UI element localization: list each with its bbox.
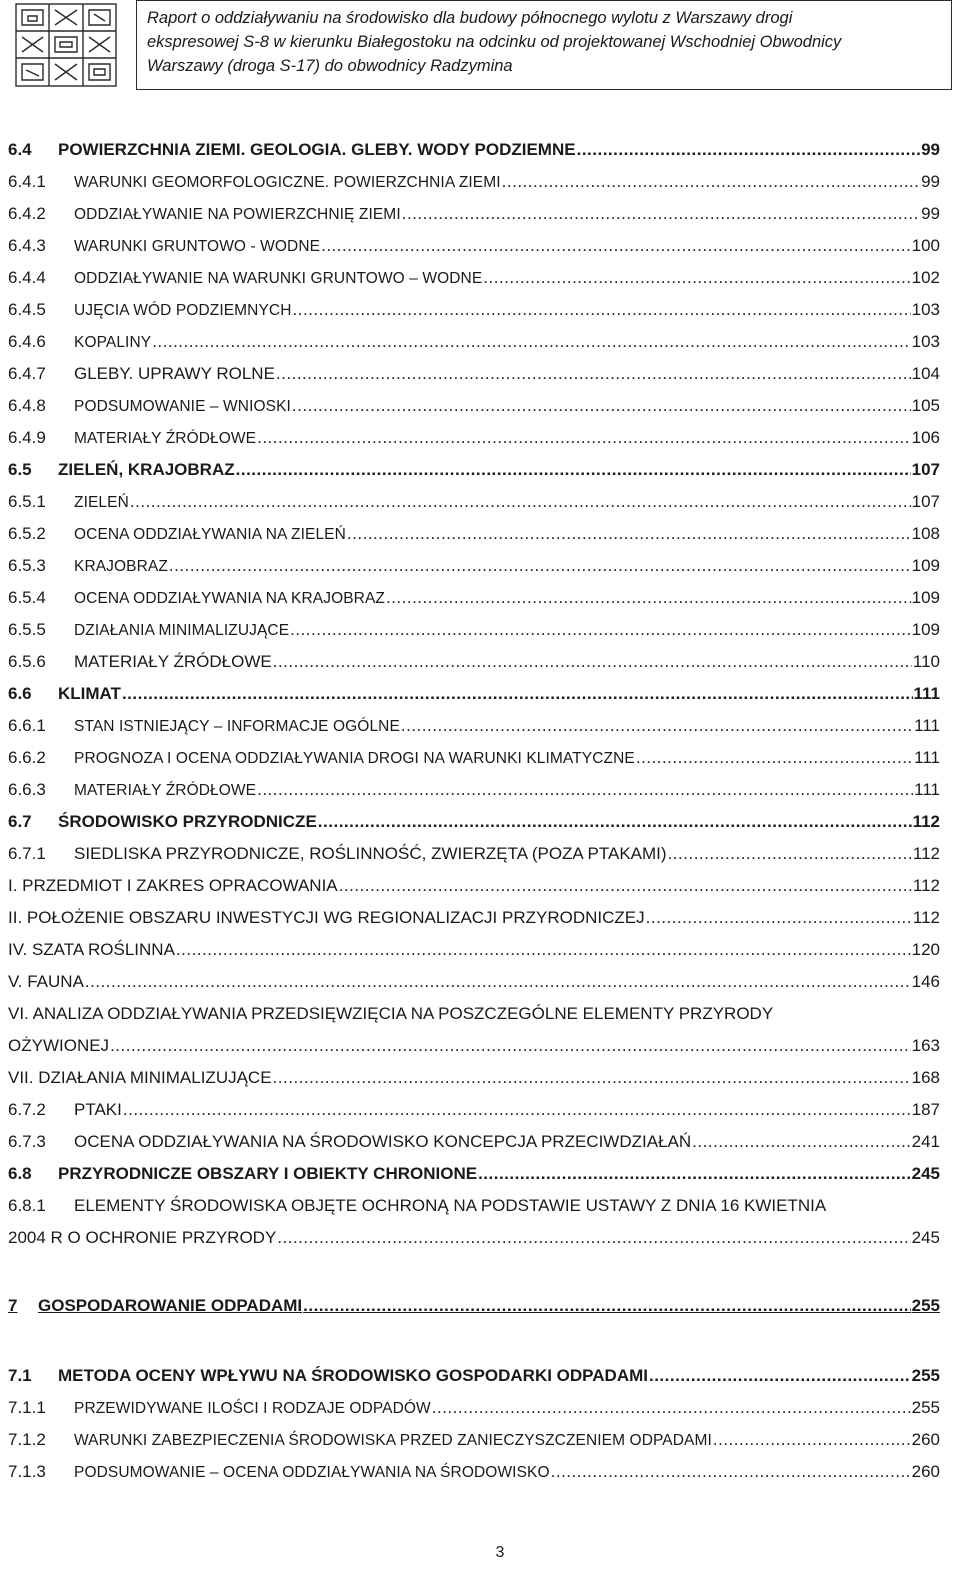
toc-entry-6-4-7[interactable]: 6.4.7 GLEBY. UPRAWY ROLNE ..... 104 — [8, 364, 940, 394]
toc-entry-przedmiot[interactable]: I. PRZEDMIOT I ZAKRES OPRACOWANIA ..... 112 — [8, 876, 940, 906]
toc-entry-6-6[interactable]: 6.6 KLIMAT ..... 111 — [8, 684, 940, 714]
toc-entry-6-4-1[interactable]: 6.4.1 WARUNKI GEOMORFOLOGICZNE. POWIERZCHNIA ZIEMI ..... 99 — [8, 172, 940, 202]
toc-entry-6-4[interactable]: 6.4 POWIERZCHNIA ZIEMI. GEOLOGIA. GLEBY. WODY PODZIEMNE ..... 99 — [8, 140, 940, 170]
toc-entry-7[interactable]: 7 GOSPODAROWANIE ODPADAMI ..... 255 — [8, 1296, 940, 1326]
toc-entry-7-1[interactable]: 7.1 METODA OCENY WPŁYWU NA ŚRODOWISKO GOSPODARKI ODPADAMI ..... 255 — [8, 1366, 940, 1396]
report-title — [136, 0, 952, 90]
toc-entry-fauna[interactable]: V. FAUNA ..... 146 — [8, 972, 940, 1002]
page-header — [8, 0, 952, 92]
toc-entry-szata-roslinna[interactable]: IV. SZATA ROŚLINNA ..... 120 — [8, 940, 940, 970]
toc-entry-7-1-3[interactable]: 7.1.3 PODSUMOWANIE – OCENA ODDZIAŁYWANIA NA ŚRODOWISKO ..... 260 — [8, 1462, 940, 1492]
toc-entry-6-5-1[interactable]: 6.5.1 ZIELEŃ ..... 107 — [8, 492, 940, 522]
toc-entry-6-4-5[interactable]: 6.4.5 UJĘCIA WÓD PODZIEMNYCH ..... 103 — [8, 300, 940, 330]
toc-entry-6-8-1-line-2[interactable]: 2004 R O OCHRONIE PRZYRODY ..... 245 — [8, 1228, 940, 1258]
report-title-line-2: ekspresowej S-8 w kierunku Białegostoku na odcinku od projektowanej Wschodniej Obwodnicy — [147, 33, 842, 51]
company-logo-icon — [8, 0, 124, 90]
toc-entry-6-4-9[interactable]: 6.4.9 MATERIAŁY ŹRÓDŁOWE ..... 106 — [8, 428, 940, 458]
toc-entry-dzialania[interactable]: VII. DZIAŁANIA MINIMALIZUJĄCE ..... 168 — [8, 1068, 940, 1098]
report-title-line-3: Warszawy (droga S-17) do obwodnicy Radzymina — [147, 57, 513, 75]
toc-entry-7-1-1[interactable]: 7.1.1 PRZEWIDYWANE ILOŚCI I RODZAJE ODPADÓW ..... 255 — [8, 1398, 940, 1428]
toc-entry-analiza-line-1[interactable]: VI. ANALIZA ODDZIAŁYWANIA PRZEDSIĘWZIĘCIA NA POSZCZEGÓLNE ELEMENTY PRZYRODY — [8, 1004, 774, 1023]
toc-entry-6-4-3[interactable]: 6.4.3 WARUNKI GRUNTOWO - WODNE ..... 100 — [8, 236, 940, 266]
toc-entry-6-4-4[interactable]: 6.4.4 ODDZIAŁYWANIE NA WARUNKI GRUNTOWO – WODNE ..... 102 — [8, 268, 940, 298]
toc-entry-analiza-line-2[interactable]: OŻYWIONEJ ..... 163 — [8, 1036, 940, 1066]
toc-entry-6-6-2[interactable]: 6.6.2 PROGNOZA I OCENA ODDZIAŁYWANIA DROGI NA WARUNKI KLIMATYCZNE ..... 111 — [8, 748, 940, 778]
toc-entry-6-6-3[interactable]: 6.6.3 MATERIAŁY ŹRÓDŁOWE ..... 111 — [8, 780, 940, 810]
page-number: 3 — [495, 1544, 505, 1561]
toc-entry-6-7-2[interactable]: 6.7.2 PTAKI ..... 187 — [8, 1100, 940, 1130]
toc-entry-polozenie[interactable]: II. POŁOŻENIE OBSZARU INWESTYCJI WG REGIONALIZACJI PRZYRODNICZEJ ..... 112 — [8, 908, 940, 938]
toc-entry-6-4-2[interactable]: 6.4.2 ODDZIAŁYWANIE NA POWIERZCHNIĘ ZIEMI ..... 99 — [8, 204, 940, 234]
toc-entry-6-5-3[interactable]: 6.5.3 KRAJOBRAZ ..... 109 — [8, 556, 940, 586]
toc-entry-6-8[interactable]: 6.8 PRZYRODNICZE OBSZARY I OBIEKTY CHRONIONE ..... 245 — [8, 1164, 940, 1194]
toc-entry-6-5-5[interactable]: 6.5.5 DZIAŁANIA MINIMALIZUJĄCE ..... 109 — [8, 620, 940, 650]
toc-entry-6-4-8[interactable]: 6.4.8 PODSUMOWANIE – WNIOSKI ..... 105 — [8, 396, 940, 426]
toc-entry-6-5[interactable]: 6.5 ZIELEŃ, KRAJOBRAZ ..... 107 — [8, 460, 940, 490]
toc-entry-6-7[interactable]: 6.7 ŚRODOWISKO PRZYRODNICZE ..... 112 — [8, 812, 940, 842]
toc-entry-6-8-1-line-1[interactable]: 6.8.1 ELEMENTY ŚRODOWISKA OBJĘTE OCHRONĄ NA PODSTAWIE USTAWY Z DNIA 16 KWIETNIA — [8, 1196, 827, 1215]
toc-entry-6-5-4[interactable]: 6.5.4 OCENA ODDZIAŁYWANIA NA KRAJOBRAZ ..... 109 — [8, 588, 940, 618]
toc-entry-6-6-1[interactable]: 6.6.1 STAN ISTNIEJĄCY – INFORMACJE OGÓLNE ..... 111 — [8, 716, 940, 746]
toc-entry-6-5-2[interactable]: 6.5.2 OCENA ODDZIAŁYWANIA NA ZIELEŃ ..... 108 — [8, 524, 940, 554]
report-title-line-1: Raport o oddziaływaniu na środowisko dla budowy północnego wylotu z Warszawy drogi — [147, 9, 793, 27]
toc-entry-7-1-2[interactable]: 7.1.2 WARUNKI ZABEZPIECZENIA ŚRODOWISKA PRZED ZANIECZYSZCZENIEM ODPADAMI ..... 260 — [8, 1430, 940, 1460]
toc-entry-6-7-1[interactable]: 6.7.1 SIEDLISKA PRZYRODNICZE, ROŚLINNOŚĆ, ZWIERZĘTA (POZA PTAKAMI) ..... 112 — [8, 844, 940, 874]
toc-entry-6-7-3[interactable]: 6.7.3 OCENA ODDZIAŁYWANIA NA ŚRODOWISKO KONCEPCJA PRZECIWDZIAŁAŃ ..... 241 — [8, 1132, 940, 1162]
toc-entry-6-5-6[interactable]: 6.5.6 MATERIAŁY ŹRÓDŁOWE ..... 110 — [8, 652, 940, 682]
toc-entry-6-4-6[interactable]: 6.4.6 KOPALINY ..... 103 — [8, 332, 940, 362]
